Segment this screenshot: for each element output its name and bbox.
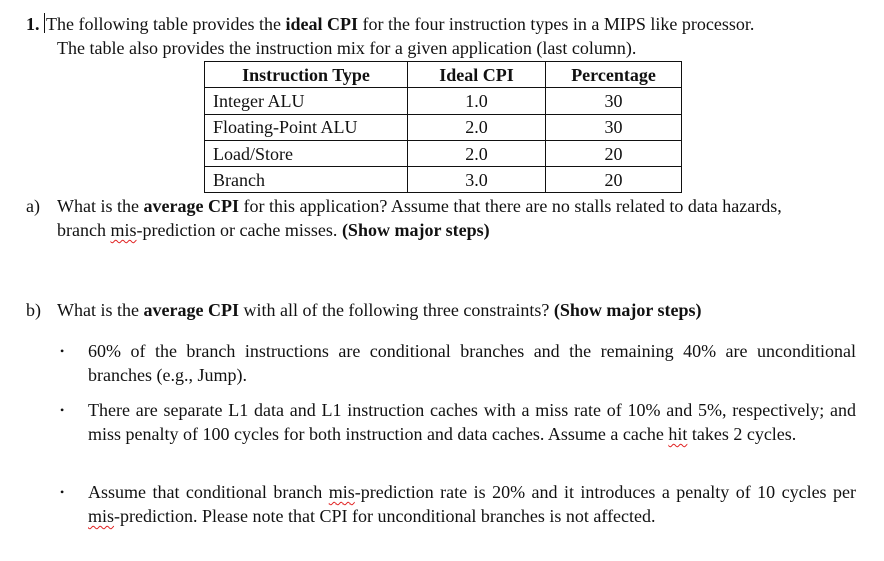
part-b-line [57,298,702,322]
cell-cpi: 1.0 [408,88,546,114]
part-a-bold: average CPI [143,196,239,216]
part-b-text-end: with all of the following three constraints? [238,300,554,320]
table-row [205,114,682,140]
spellcheck-word: mis [328,482,355,502]
header-ideal-cpi: Ideal CPI [408,62,546,88]
bullet-3-text [88,480,856,528]
cell-type: Branch [205,167,408,193]
cell-percentage: 30 [546,114,682,140]
cell-cpi: 2.0 [408,114,546,140]
part-b-bold: average CPI [143,300,239,320]
cell-type: Floating-Point ALU [205,114,408,140]
spellcheck-word: hit [668,424,688,444]
part-b-show-steps: (Show major steps) [553,300,702,320]
bullet-3-text-c: -prediction. Please note that CPI for unconditional branches is not affected. [114,506,656,526]
spellcheck-word: mis [88,506,115,526]
cell-percentage: 20 [546,167,682,193]
table-header-row [205,62,682,88]
part-a-text-2: branch [57,220,111,240]
part-b-label: b) [26,300,41,320]
question-text-end: for the four instruction types in a MIPS like processor. [357,14,755,34]
part-a-line-1 [57,194,782,218]
cell-type: Integer ALU [205,88,408,114]
question-number: 1. [26,14,40,34]
header-instruction-type: Instruction Type [205,62,408,88]
spellcheck-word: mis [110,220,137,240]
cell-type: Load/Store [205,140,408,166]
bullet-2-text [88,398,856,446]
question-line-1 [26,12,754,36]
question-bold: ideal CPI [285,14,358,34]
cpi-table [204,61,682,193]
bullet-icon: • [60,485,65,499]
bullet-icon: • [60,403,65,417]
cell-cpi: 3.0 [408,167,546,193]
part-a-text-3: -prediction or cache misses. [136,220,342,240]
bullet-2-text-b: takes 2 cycles. [687,424,797,444]
text-cursor [44,13,45,33]
part-a-line-2 [57,218,490,242]
question-line-2: The table also provides the instruction mix for a given application (last column). [57,38,637,58]
bullet-icon: • [60,344,65,358]
table-row [205,88,682,114]
table-row [205,140,682,166]
cell-percentage: 20 [546,140,682,166]
cell-percentage: 30 [546,88,682,114]
part-a-show-steps: (Show major steps) [341,220,490,240]
part-a-label: a) [26,196,40,216]
part-a-text: What is the [57,196,144,216]
part-a-text-end: for this application? Assume that there are no stalls related to data hazards, [238,196,782,216]
question-text: The following table provides the [46,14,286,34]
part-b-text: What is the [57,300,144,320]
header-percentage: Percentage [546,62,682,88]
table-row [205,167,682,193]
cell-cpi: 2.0 [408,140,546,166]
bullet-2-text-a: There are separate L1 data and L1 instruction caches with a miss rate of 10% and 5%, respectively; and miss penalty of 100 cycles for both instruction and data caches. Assume a cache [88,400,856,444]
bullet-3-text-b: -prediction rate is 20% and it introduces a penalty of 10 cycles per [354,482,856,502]
bullet-3-text-a: Assume that conditional branch [88,482,329,502]
bullet-1-text: 60% of the branch instructions are conditional branches and the remaining 40% are unconditional branches (e.g., Jump). [88,341,856,385]
